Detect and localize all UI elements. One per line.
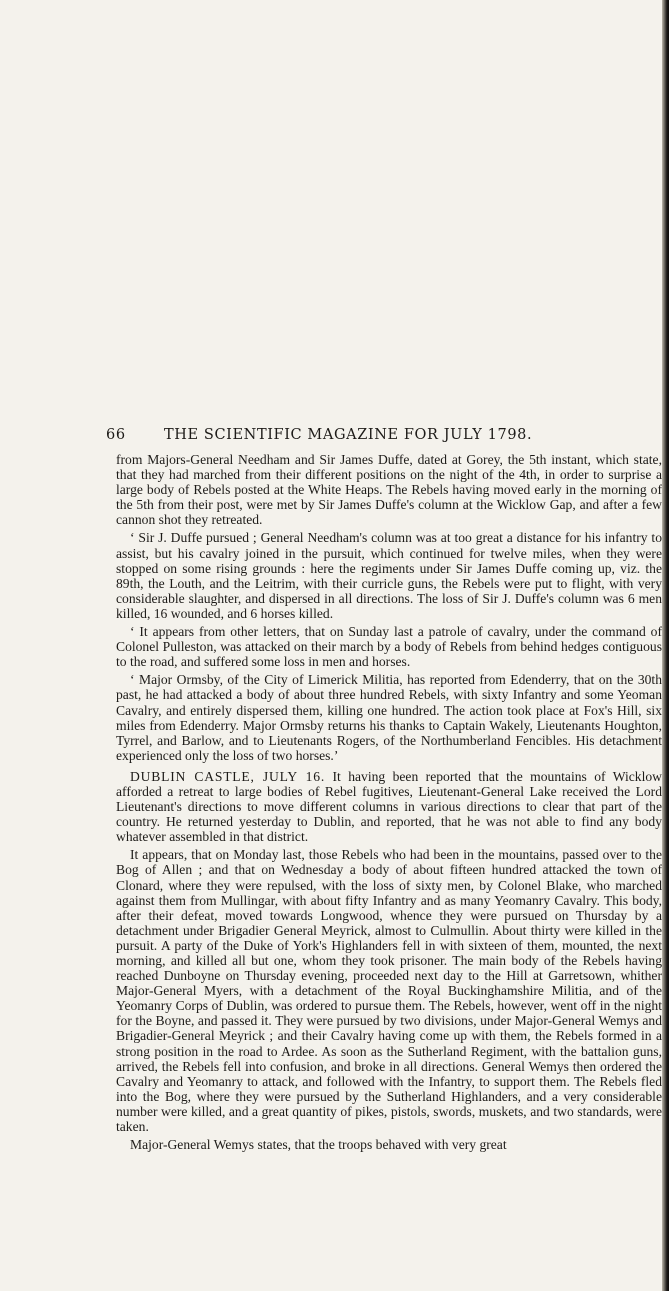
paragraph-wemys-states: Major-General Wemys states, that the troops behaved with very great: [130, 1137, 507, 1153]
paragraph-major-ormsby: ‘ Major Ormsby, of the City of Limerick Militia, has reported from Edenderry, that on the 30th past, he had attacked a body of about three hundred Rebels, with sixty Infantry and some Yeoman Cavalry, and entirely dispersed them, killing one hundred. The action took place at Fox's Hill, six miles from Edenderry. Major Ormsby returns his thanks to Captain Wakely, Lieutenants Houghton, Tyrrel, and Barlow, and to Lieutenants Rogers, of the Northumberland Fencibles. His detachment experienced only the loss of two horses.’: [116, 672, 662, 763]
paragraph-patrole-attacked: ‘ It appears from other letters, that on Sunday last a patrole of cavalry, under the command of Colonel Pulleston, was attacked on their march by a body of Rebels from behind hedges contiguous to the road, and suffered some loss in men and horses.: [116, 624, 662, 670]
page-edge-shadow: [662, 0, 669, 1291]
paragraph-dublin-castle: [116, 769, 662, 844]
paragraph-bog-of-allen: It appears, that on Monday last, those Rebels who had been in the mountains, passed over to the Bog of Allen ; and that on Wednesday a body of about fifteen hundred attacked the town of Clonard, where they were repulsed, with the loss of sixty men, by Colonel Blake, who marched against them from Mullingar, with about fifty Infantry and as many Yeomanry Cavalry. This body, after their defeat, moved towards Longwood, whence they were pursued on Thursday by a detachment under Brigadier General Meyrick, almost to Culmullin. About thirty were killed in the pursuit. A party of the Duke of York's Highlanders fell in with sixteen of them, mounted, the next morning, and killed all but one, whom they took prisoner. The main body of the Rebels having reached Dunboyne on Thursday evening, proceeded next day to the Hill at Garretsown, whither Major-General Myers, with a detachment of the Royal Buckinghamshire Militia, and of the Yeomanry Corps of Dublin, was ordered to pursue them. The Rebels, however, went off in the night for the Boyne, and passed it. They were pursued by two divisions, under Major-General Wemys and Brigadier-General Meyrick ; and their Cavalry having come up with them, the Rebels formed in a strong position in the road to Ardee. As soon as the Sutherland Regiment, with the battalion guns, arrived, the Rebels fell into confusion, and broke in all directions. General Wemys then ordered the Cavalry and Yeomanry to attack, and followed with the Infantry, to support them. The Rebels fled into the Bog, where they were pursued by the Sutherland Highlanders, and a very considerable number were killed, and a great quantity of pikes, pistols, swords, muskets, and two standards, were taken.: [116, 847, 662, 1135]
running-title: THE SCIENTIFIC MAGAZINE FOR JULY 1798.: [164, 427, 533, 443]
paragraph-needham-duffe: from Majors-General Needham and Sir James Duffe, dated at Gorey, the 5th instant, which state, that they had marched from their different positions on the night of the 4th, in order to surprise a large body of Rebels posted at the White Heaps. The Rebels having moved early in the morning of the 5th from their post, were met by Sir James Duffe's column at the Wicklow Gap, and after a few cannon shot they retreated.: [116, 452, 662, 528]
running-header: [106, 427, 666, 443]
page-number: 66: [106, 427, 126, 443]
article-body: [116, 452, 662, 1155]
dateline-paragraph-text: It having been reported that the mountains of Wicklow afforded a retreat to large bodies of Rebel fugitives, Lieutenant-General Lake received the Lord Lieutenant's directions to move different columns in various directions to clear that part of the country. He returned yesterday to Dublin, and reported, that he was not able to find any body whatever assembled in that district.: [116, 768, 662, 845]
dateline: DUBLIN CASTLE, JULY 16.: [130, 768, 326, 784]
paragraph-duffe-pursued: ‘ Sir J. Duffe pursued ; General Needham's column was at too great a distance for his infantry to assist, but his cavalry joined in the pursuit, which continued for twelve miles, when they were stopped on some rising grounds : here the regiments under Sir James Duffe coming up, viz. the 89th, the Louth, and the Leitrim, with their curricle guns, the Rebels were put to flight, with very considerable slaughter, and dispersed in all directions. The loss of Sir J. Duffe's column was 6 men killed, 16 wounded, and 6 horses killed.: [116, 530, 662, 621]
